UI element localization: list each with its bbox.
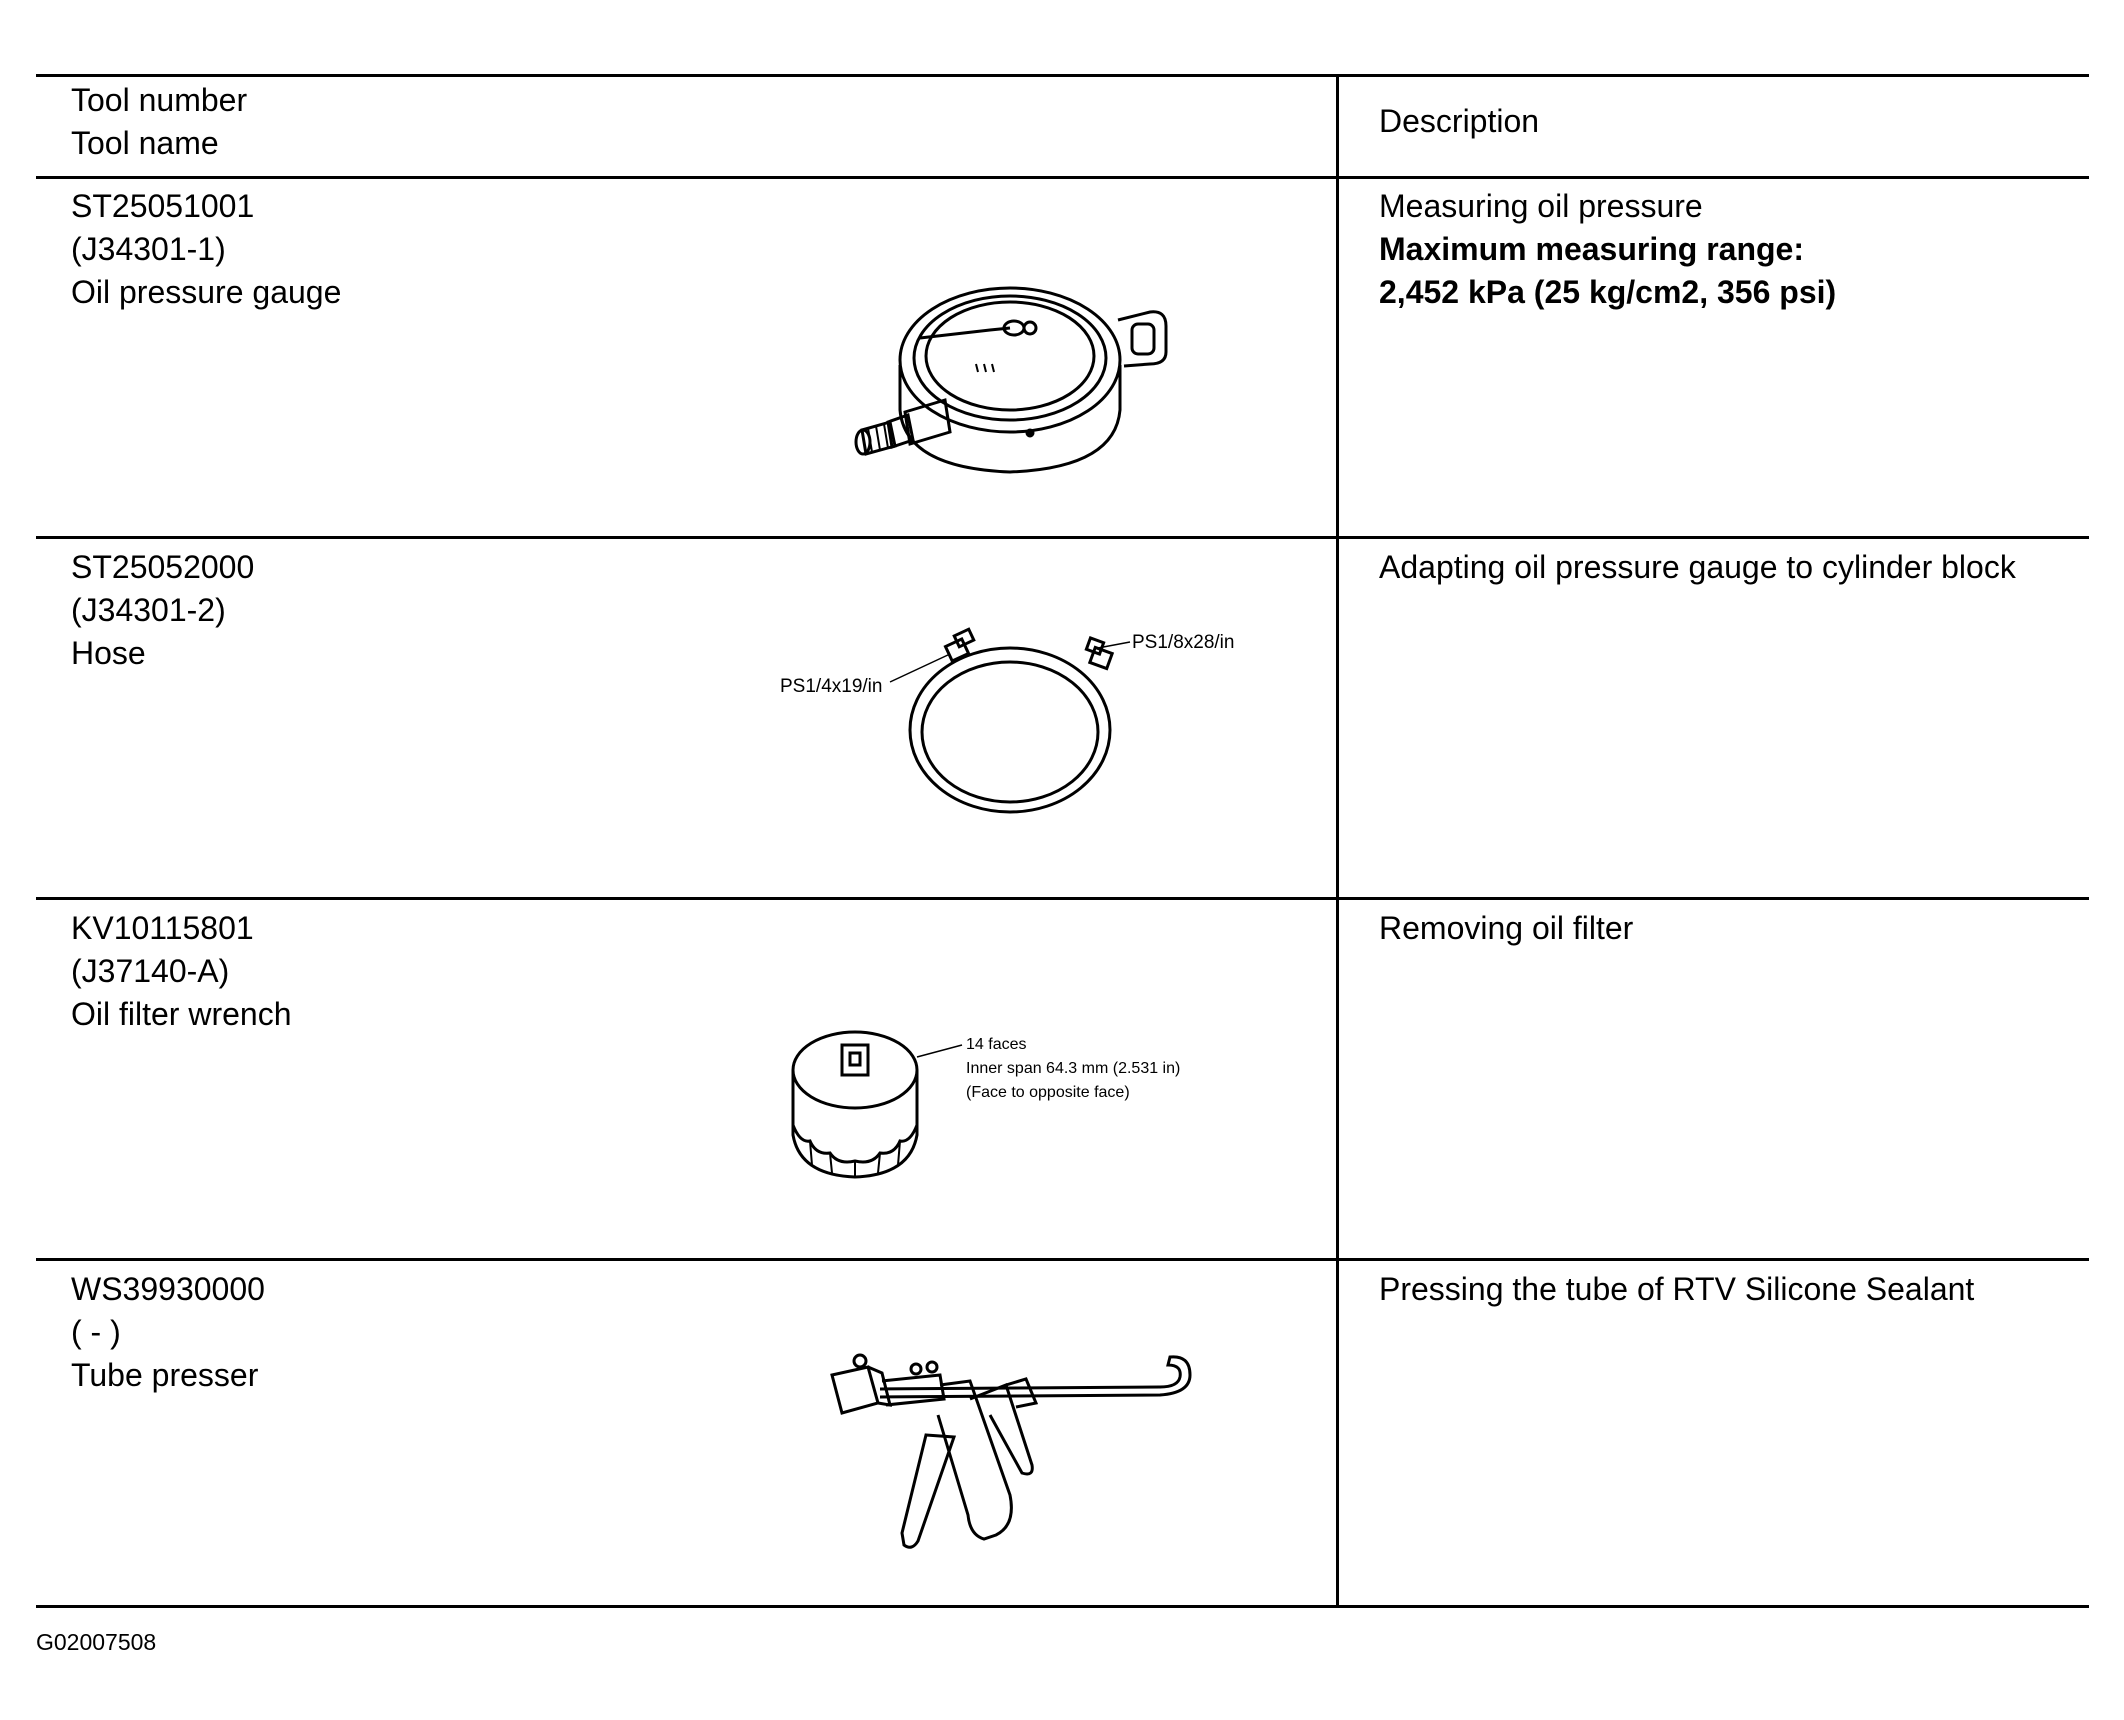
tube-presser-illustration	[820, 1345, 1210, 1560]
hose-left-callout: PS1/4x19/in	[780, 676, 883, 697]
wrench-span-callout: Inner span 64.3 mm (2.531 in)	[966, 1060, 1181, 1077]
tool-name: Tube presser	[71, 1357, 259, 1393]
oil-filter-wrench-illustration	[780, 1015, 1260, 1190]
row-4-description	[1379, 1268, 1974, 1311]
table-top-rule	[36, 74, 2089, 77]
tool-number: KV10115801	[71, 910, 254, 946]
table-row-oil-filter-wrench	[71, 907, 292, 1036]
row-3-description	[1379, 907, 1633, 950]
row-1-description	[1379, 185, 1836, 314]
description-text: Measuring oil pressure	[1379, 188, 1703, 224]
header-bottom-rule	[36, 176, 2089, 179]
tool-name: Oil filter wrench	[71, 996, 292, 1032]
kent-moore-number: ( - )	[71, 1314, 121, 1350]
table-row-hose	[71, 546, 254, 675]
tool-name: Hose	[71, 635, 146, 671]
wrench-face-note-callout: (Face to opposite face)	[966, 1084, 1130, 1101]
row-rule-2	[36, 897, 2089, 900]
header-description: Description	[1379, 103, 1540, 139]
description-text: Removing oil filter	[1379, 910, 1634, 946]
table-row-tube-presser	[71, 1268, 265, 1397]
header-tool-name: Tool name	[71, 125, 219, 161]
tool-number: ST25052000	[71, 549, 255, 585]
header-tool-column	[71, 79, 247, 165]
tool-number: WS39930000	[71, 1271, 265, 1307]
table-row-oil-pressure-gauge	[71, 185, 341, 314]
column-divider	[1336, 75, 1339, 1606]
description-text: Adapting oil pressure gauge to cylinder block	[1379, 549, 2016, 585]
description-range-value: 2,452 kPa (25 kg/cm2, 356 psi)	[1379, 274, 1837, 310]
kent-moore-number: (J37140-A)	[71, 953, 230, 989]
hose-right-callout: PS1/8x28/in	[1132, 632, 1235, 653]
description-text: Pressing the tube of RTV Silicone Sealant	[1379, 1271, 1975, 1307]
row-2-description	[1379, 546, 2016, 589]
tool-number: ST25051001	[71, 188, 255, 224]
header-tool-number: Tool number	[71, 82, 248, 118]
oil-pressure-gauge-illustration	[850, 260, 1180, 475]
hose-illustration	[770, 620, 1270, 820]
wrench-faces-callout: 14 faces	[966, 1036, 1027, 1053]
description-range-label: Maximum measuring range:	[1379, 231, 1804, 267]
table-bottom-rule	[36, 1605, 2089, 1608]
row-rule-1	[36, 536, 2089, 539]
kent-moore-number: (J34301-1)	[71, 231, 226, 267]
figure-code: G02007508	[36, 1629, 157, 1655]
kent-moore-number: (J34301-2)	[71, 592, 226, 628]
row-rule-3	[36, 1258, 2089, 1261]
tool-name: Oil pressure gauge	[71, 274, 342, 310]
